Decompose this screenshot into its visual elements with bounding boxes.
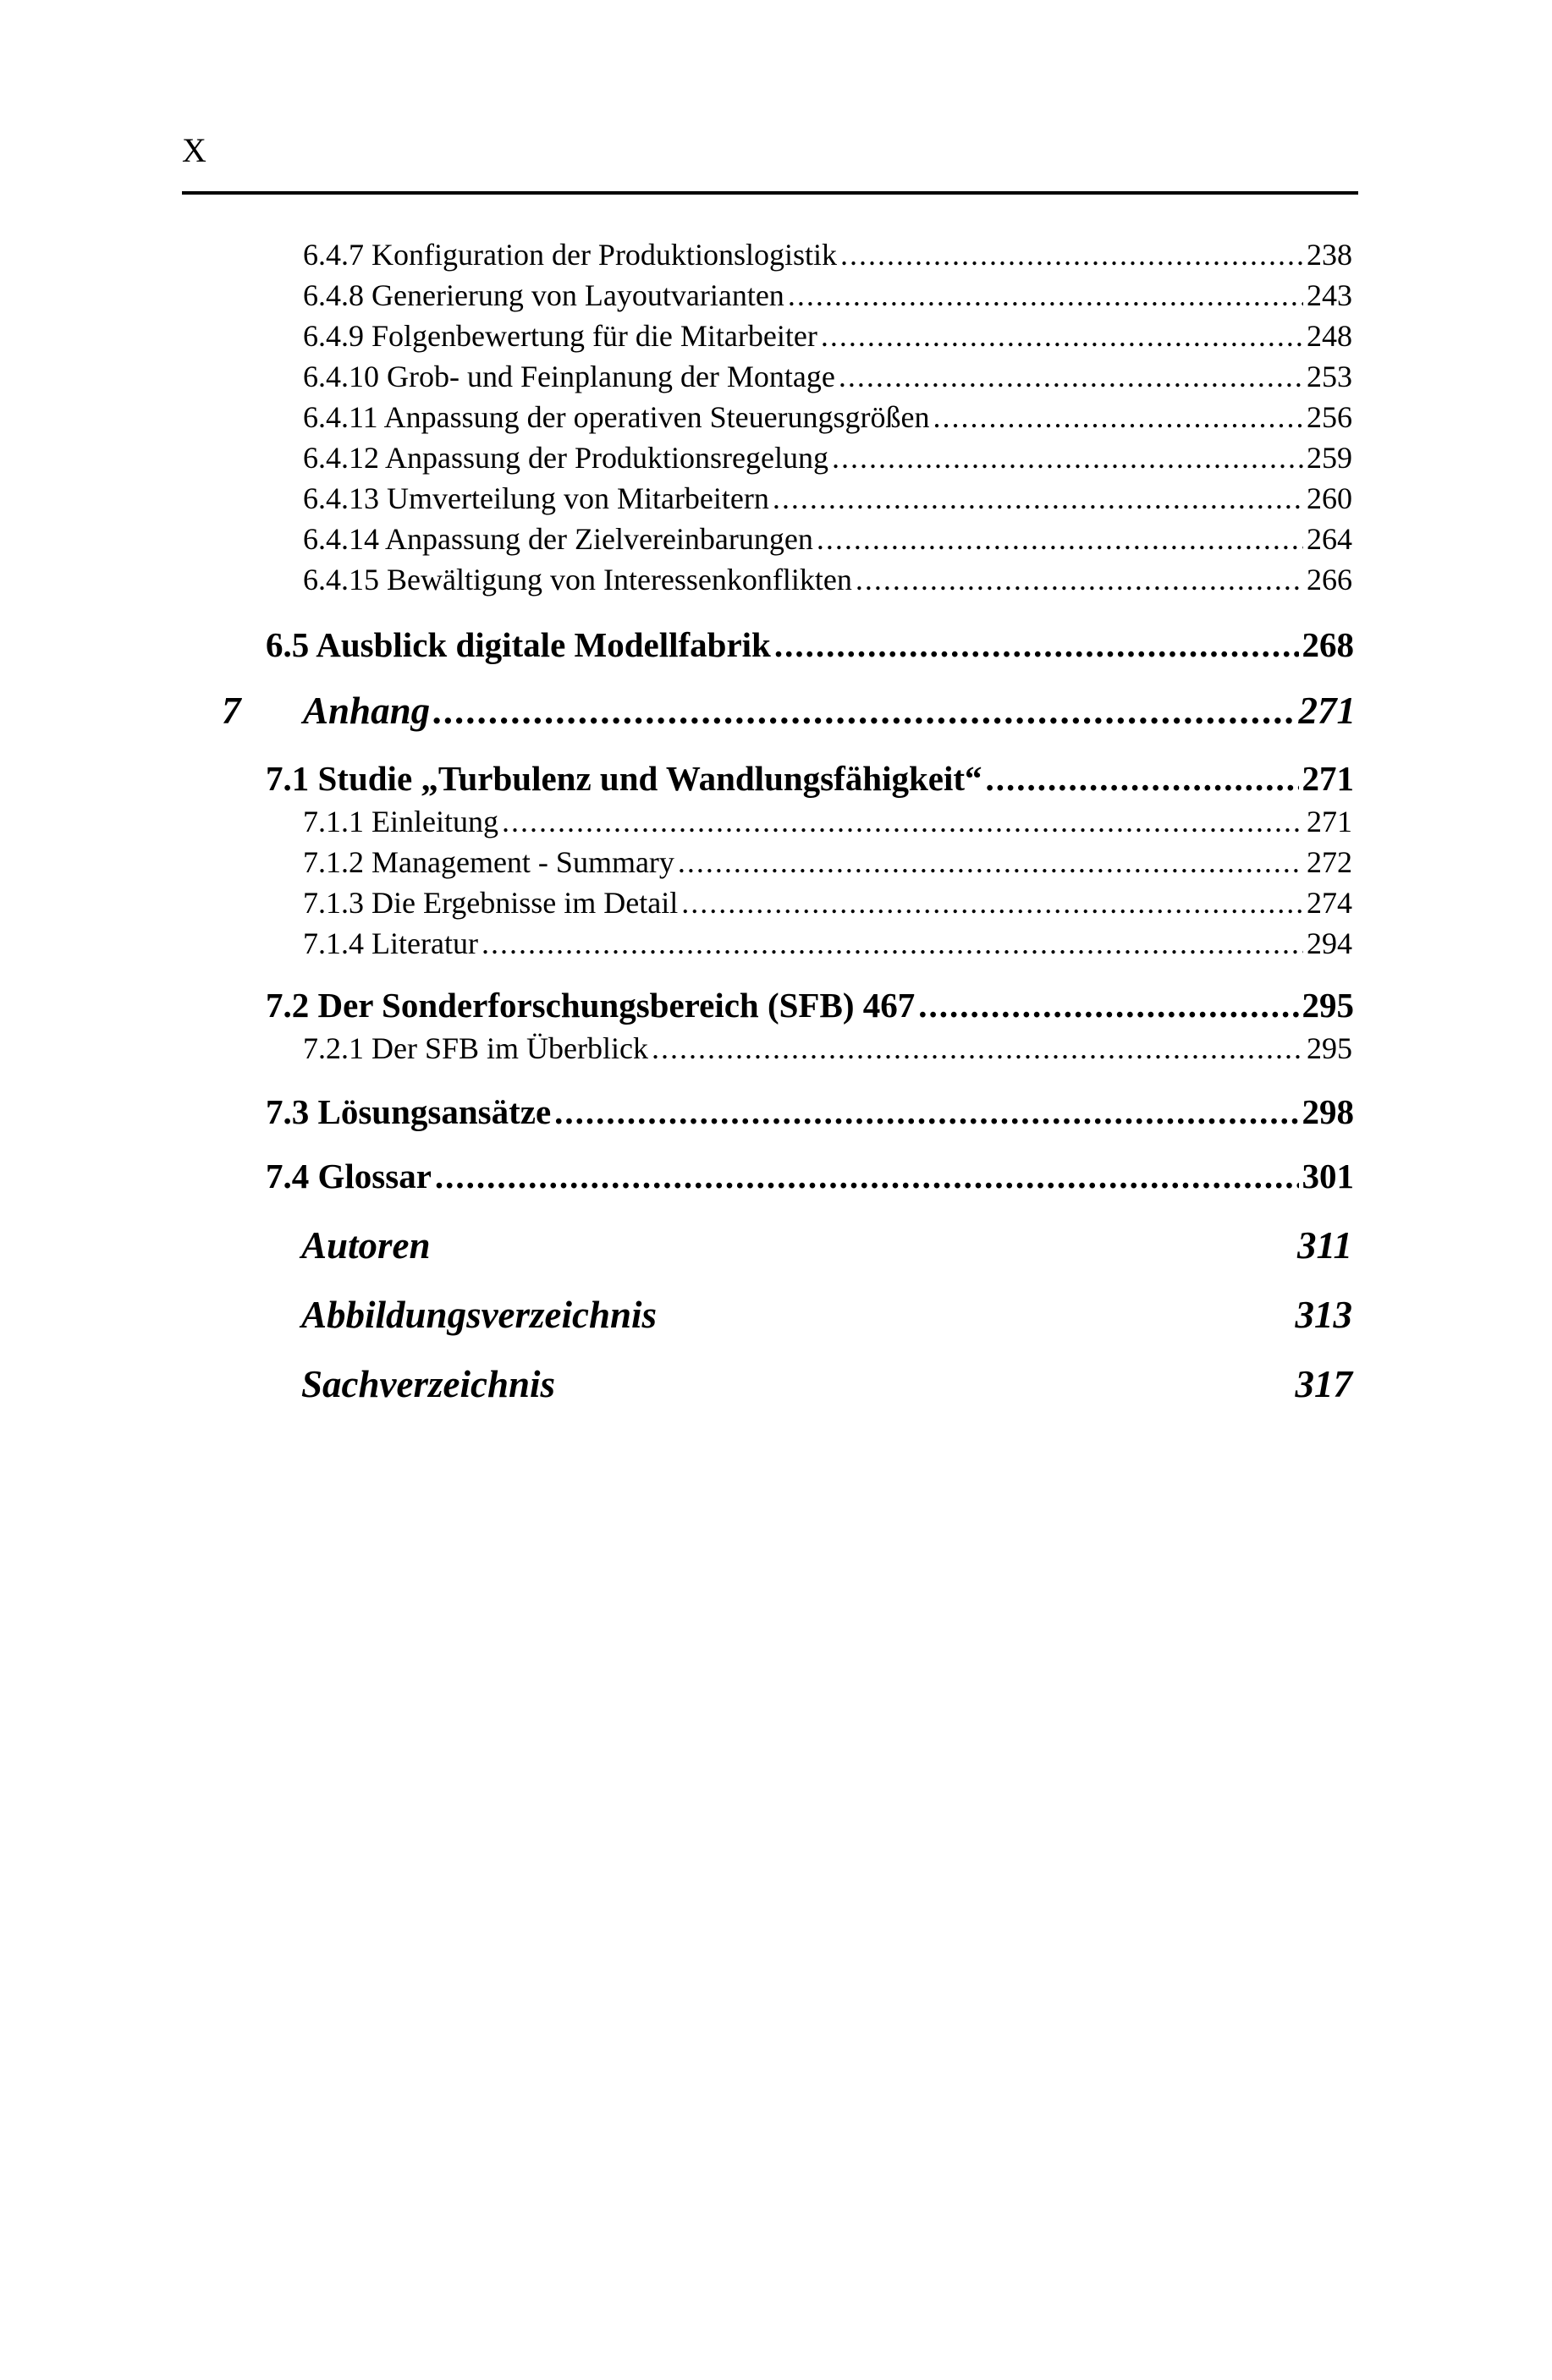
toc-entry-page: 238 xyxy=(1307,238,1352,272)
dot-leader xyxy=(839,359,1303,394)
toc-entry[interactable] xyxy=(303,1031,1352,1066)
toc-section-label: 7.3 Lösungsansätze xyxy=(266,1092,552,1131)
dot-leader xyxy=(821,318,1303,354)
dot-leader xyxy=(918,985,1298,1025)
toc-section-label: 7.2 Der Sonderforschungsbereich (SFB) 467 xyxy=(266,986,916,1025)
toc-entry-label: 6.4.10 Grob- und Feinplanung der Montage xyxy=(303,360,835,393)
toc-section-7-3[interactable] xyxy=(266,1091,1354,1132)
toc-entry-page: 295 xyxy=(1307,1031,1352,1065)
dot-leader xyxy=(433,689,1295,733)
toc-entry-label: 7.2.1 Der SFB im Überblick xyxy=(303,1031,648,1065)
toc-section-page: 271 xyxy=(1302,759,1354,798)
toc-section-7-4[interactable] xyxy=(266,1156,1354,1196)
appendix-label: Autoren xyxy=(301,1224,431,1267)
toc-appendix-abbildungsverzeichnis[interactable] xyxy=(301,1293,1352,1337)
toc-appendix-autoren[interactable] xyxy=(301,1223,1352,1267)
dot-leader xyxy=(554,1091,1298,1132)
dot-leader xyxy=(502,804,1303,839)
toc-entry-page: 259 xyxy=(1307,441,1352,475)
toc-section-label: 7.4 Glossar xyxy=(266,1157,432,1195)
toc-entry-page: 256 xyxy=(1307,400,1352,434)
appendix-page: 311 xyxy=(1296,1224,1352,1267)
toc-entry-label: 7.1.2 Management - Summary xyxy=(303,845,674,879)
dot-leader xyxy=(840,237,1303,272)
dot-leader xyxy=(773,481,1303,516)
dot-leader xyxy=(681,885,1303,921)
appendix-label: Sachverzeichnis xyxy=(301,1363,556,1405)
toc-entry[interactable] xyxy=(303,521,1352,557)
dot-leader xyxy=(482,926,1303,961)
toc-entry[interactable] xyxy=(303,885,1352,921)
toc-section-page: 301 xyxy=(1302,1157,1354,1195)
appendix-label: Abbildungsverzeichnis xyxy=(301,1294,658,1336)
toc-entry-label: 6.4.8 Generierung von Layoutvarianten xyxy=(303,278,784,312)
dot-leader xyxy=(933,399,1303,435)
toc-appendix-sachverzeichnis[interactable] xyxy=(301,1362,1352,1406)
toc-entry-page: 243 xyxy=(1307,278,1352,312)
toc-entry[interactable] xyxy=(303,278,1352,313)
toc-section-7-1[interactable] xyxy=(266,758,1354,799)
toc-entry-page: 260 xyxy=(1307,481,1352,515)
toc-entry-label: 6.4.11 Anpassung der operativen Steuerungsgrößen xyxy=(303,400,930,434)
toc-entry[interactable] xyxy=(303,926,1352,961)
toc-section-page: 298 xyxy=(1302,1092,1354,1131)
toc-entry-label: 7.1.4 Literatur xyxy=(303,926,478,960)
toc-entry-label: 7.1.3 Die Ergebnisse im Detail xyxy=(303,886,679,920)
appendix-page: 317 xyxy=(1295,1363,1352,1405)
toc-entry-page: 272 xyxy=(1307,845,1352,879)
toc-entry[interactable] xyxy=(303,399,1352,435)
dot-leader xyxy=(856,562,1303,597)
toc-entry-page: 248 xyxy=(1307,319,1352,353)
toc-entry-page: 253 xyxy=(1307,360,1352,393)
toc-entry[interactable] xyxy=(303,359,1352,394)
toc-entry-label: 6.4.14 Anpassung der Zielvereinbarungen xyxy=(303,522,813,556)
dot-leader xyxy=(788,278,1303,313)
toc-section-page: 268 xyxy=(1302,625,1354,664)
dot-leader xyxy=(435,1156,1299,1196)
toc-entry-page: 266 xyxy=(1307,563,1352,596)
toc-entry[interactable] xyxy=(303,844,1352,880)
page-number: X xyxy=(182,131,206,169)
toc-section-page: 295 xyxy=(1302,986,1354,1025)
dot-leader xyxy=(774,624,1299,665)
toc-section-6-5[interactable] xyxy=(266,624,1354,665)
toc-entry-page: 274 xyxy=(1307,886,1352,920)
chapter-page: 271 xyxy=(1298,690,1356,732)
dot-leader xyxy=(652,1031,1303,1066)
toc-entry-label: 6.4.15 Bewältigung von Interessenkonflikten xyxy=(303,563,852,596)
toc-section-7-2[interactable] xyxy=(266,985,1354,1025)
dot-leader xyxy=(678,844,1303,880)
toc-entry-label: 6.4.12 Anpassung der Produktionsregelung xyxy=(303,441,828,475)
toc-entry-label: 6.4.9 Folgenbewertung für die Mitarbeiter xyxy=(303,319,817,353)
toc-entry[interactable] xyxy=(303,440,1352,475)
chapter-label: Anhang xyxy=(303,690,431,732)
dot-leader xyxy=(832,440,1303,475)
toc-entry[interactable] xyxy=(303,318,1352,354)
toc-entry-page: 294 xyxy=(1307,926,1352,960)
dot-leader xyxy=(817,521,1303,557)
toc-entry[interactable] xyxy=(303,804,1352,839)
toc-chapter-7[interactable] xyxy=(222,689,1356,733)
toc-entry-label: 6.4.13 Umverteilung von Mitarbeitern xyxy=(303,481,769,515)
toc-entry-page: 271 xyxy=(1307,805,1352,838)
toc-entry[interactable] xyxy=(303,237,1352,272)
appendix-page: 313 xyxy=(1295,1294,1352,1336)
toc-entry-label: 7.1.1 Einleitung xyxy=(303,805,498,838)
toc-entry[interactable] xyxy=(303,562,1352,597)
toc-section-label: 7.1 Studie „Turbulenz und Wandlungsfähigkeit“ xyxy=(266,759,982,798)
toc-entry[interactable] xyxy=(303,481,1352,516)
dot-leader xyxy=(986,758,1299,799)
toc-section-label: 6.5 Ausblick digitale Modellfabrik xyxy=(266,625,771,664)
toc-entry-page: 264 xyxy=(1307,522,1352,556)
toc-entry-label: 6.4.7 Konfiguration der Produktionslogistik xyxy=(303,238,837,272)
chapter-number: 7 xyxy=(222,690,241,732)
